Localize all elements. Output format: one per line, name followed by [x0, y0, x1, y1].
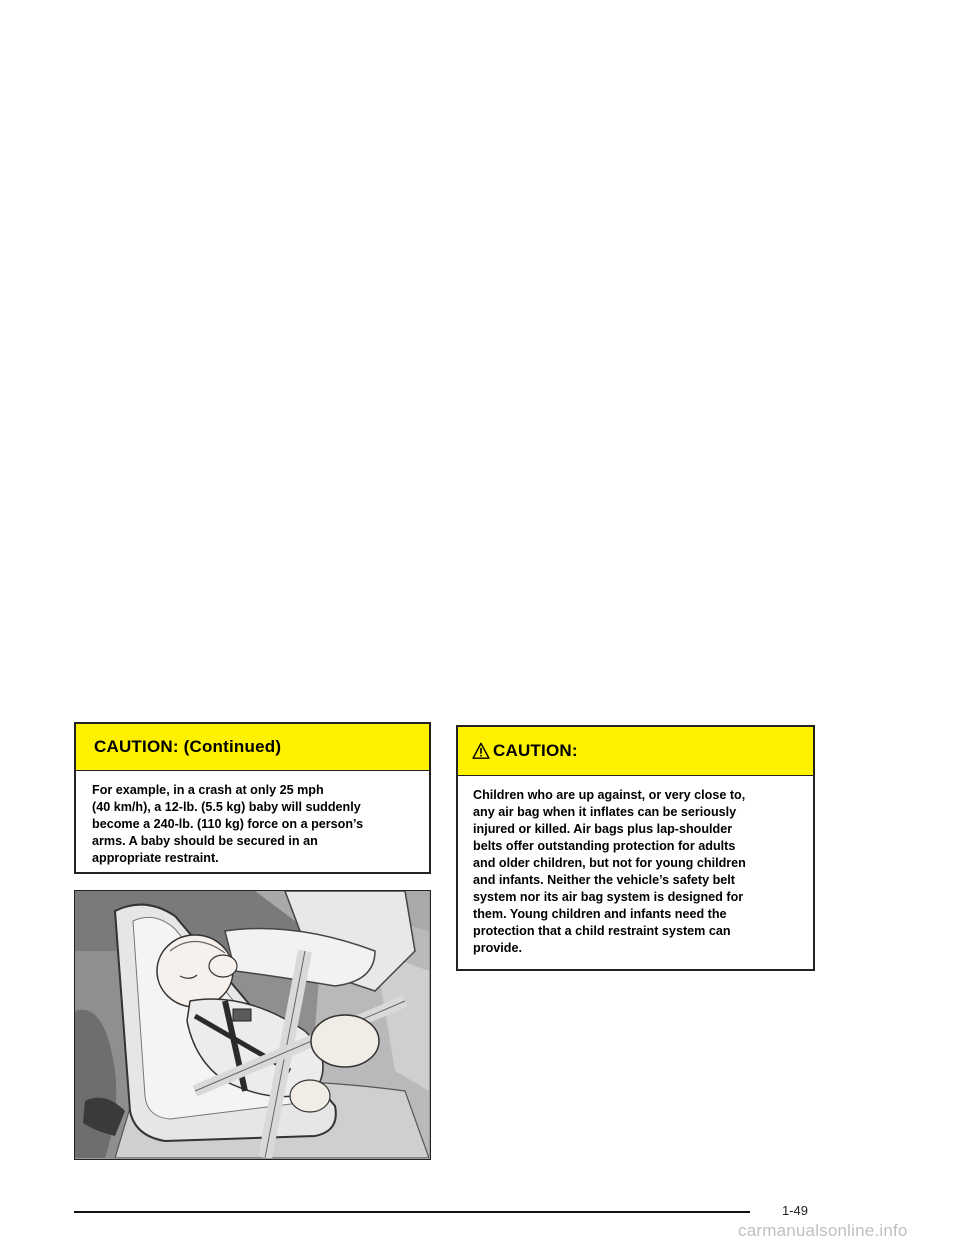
caution-continued-line: appropriate restraint. — [92, 851, 219, 865]
caution-line: and infants. Neither the vehicle’s safety belt — [473, 873, 735, 887]
page-number: 1-49 — [782, 1203, 809, 1218]
caution-title: CAUTION: — [493, 741, 578, 760]
caution-line: provide. — [473, 941, 522, 955]
caution-line: them. Young children and infants need the — [473, 907, 727, 921]
caution-line: system nor its air bag system is designed for — [473, 890, 744, 904]
caution-text — [458, 776, 813, 957]
caution-continued-title: CAUTION: (Continued) — [94, 737, 282, 756]
caution-box — [456, 725, 815, 971]
caution-line: and older children, but not for young children — [473, 856, 746, 870]
caution-continued-box — [74, 722, 431, 874]
caution-continued-line: (40 km/h), a 12-lb. (5.5 kg) baby will suddenly — [92, 800, 361, 814]
caution-continued-line: For example, in a crash at only 25 mph — [92, 783, 324, 797]
caution-line: Children who are up against, or very close to, — [473, 788, 746, 802]
footer-rule — [74, 1211, 750, 1213]
caution-line: injured or killed. Air bags plus lap-shoulder — [473, 822, 733, 836]
caution-continued-line: arms. A baby should be secured in an — [92, 834, 318, 848]
caution-continued-text — [76, 771, 429, 867]
caution-line: any air bag when it inflates can be seriously — [473, 805, 737, 819]
watermark: carmanualsonline.info — [738, 1221, 908, 1240]
warning-triangle-icon — [472, 742, 490, 760]
caution-header — [458, 727, 813, 776]
baby-in-arms-illustration — [74, 890, 431, 1160]
caution-continued-line: become a 240-lb. (110 kg) force on a person’s — [92, 817, 364, 831]
caution-line: protection that a child restraint system can — [473, 924, 731, 938]
baby-held-in-arms-with-seatbelt-illustration — [75, 891, 429, 1158]
caution-line: belts offer outstanding protection for adults — [473, 839, 736, 853]
caution-continued-header — [76, 724, 429, 771]
